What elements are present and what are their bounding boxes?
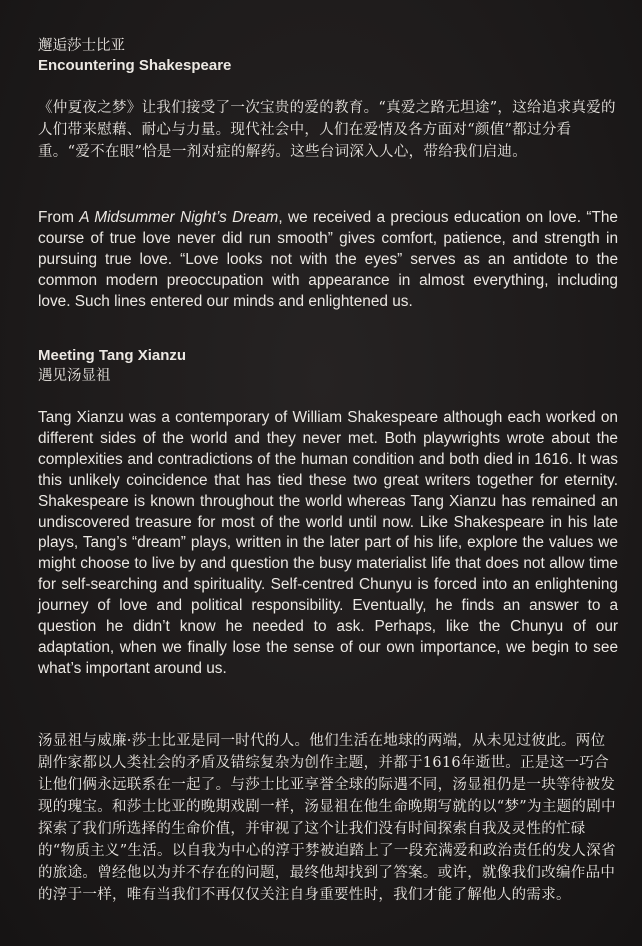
play-title: A Midsummer Night’s Dream bbox=[79, 209, 279, 226]
section-title-zh: 邂逅莎士比亚 bbox=[38, 38, 125, 54]
section-meeting-tang-xianzu-zh-paragraph bbox=[38, 730, 618, 906]
section-encountering-shakespeare-en-paragraph bbox=[38, 208, 618, 313]
section-meeting-tang-xianzu-heading bbox=[38, 346, 618, 386]
paragraph-en bbox=[38, 208, 618, 313]
section-title-en: Meeting Tang Xianzu bbox=[38, 347, 187, 364]
paragraph-zh: 《仲夏夜之梦》让我们接受了一次宝贵的爱的教育。“真爱之路无坦途”，这给追求真爱的人们带来慰藉、耐心与力量。现代社会中，人们在爱情及各方面对“颜值”都过分看重。“爱不在眼”恰是一剂对症的解药。这些台词深入人心，带给我们启迪。 bbox=[38, 100, 616, 160]
section-meeting-tang-xianzu-en-paragraph bbox=[38, 408, 618, 680]
section-encountering-shakespeare-heading bbox=[38, 36, 618, 76]
section-encountering-shakespeare-zh-paragraph bbox=[38, 97, 618, 163]
section-title-zh: 遇见汤显祖 bbox=[38, 368, 111, 384]
paragraph-en-body: , we received a precious education on love. “The course of true love never did run smooth” gives comfort, patience, and strength in pursuing true love. “Love looks not with the eyes” serves as an antidote to the common modern preoccupation with appearance in almost everything, including love. Such lines entered our minds and enlightened us. bbox=[38, 209, 618, 310]
paragraph-en: Tang Xianzu was a contemporary of William Shakespeare although each worked on different sides of the world and they never met. Both playwrights wrote about the complexities and contradictions of the human condition and both died in 1616. It was this unlikely coincidence that has tied these two great writers together for eternity. Shakespeare is known throughout the world whereas Tang Xianzu has remained an undiscovered treasure for most of the world until now. Like Shakespeare in his late plays, Tang’s “dream” plays, written in the later part of his life, explore the values we might choose to live by and question the busy materialist life that does not allow time for self-searching and spirituality. Self-centred Chunyu is forced into an enlightening journey of love and political responsibility. Eventually, he finds an answer to a question he didn’t know he needed to ask. Perhaps, like the Chunyu of our adaptation, when we finally lose the sense of our own importance, we begin to see what’s important around us. bbox=[38, 409, 618, 677]
paragraph-en-lead: From bbox=[38, 209, 80, 226]
section-title-en: Encountering Shakespeare bbox=[38, 57, 232, 74]
paragraph-zh: 汤显祖与威廉·莎士比亚是同一时代的人。他们生活在地球的两端，从未见过彼此。两位剧作家都以人类社会的矛盾及错综复杂为创作主题，并都于1616年逝世。正是这一巧合让他们俩永远联系在一起了。与莎士比亚享誉全球的际遇不同，汤显祖仍是一块等待被发现的瑰宝。和莎士比亚的晚期戏剧一样，汤显祖在他生命晚期写就的以“梦”为主题的剧中探索了我们所选择的生命价值，并审视了这个让我们没有时间探索自我及灵性的忙碌的“物质主义”生活。以自我为中心的淳于棼被迫踏上了一段充满爱和政治责任的发人深省的旅途。曾经他以为并不存在的问题，最终他却找到了答案。或许，就像我们改编作品中的淳于一样，唯有当我们不再仅仅关注自身重要性时，我们才能了解他人的需求。 bbox=[38, 733, 616, 903]
